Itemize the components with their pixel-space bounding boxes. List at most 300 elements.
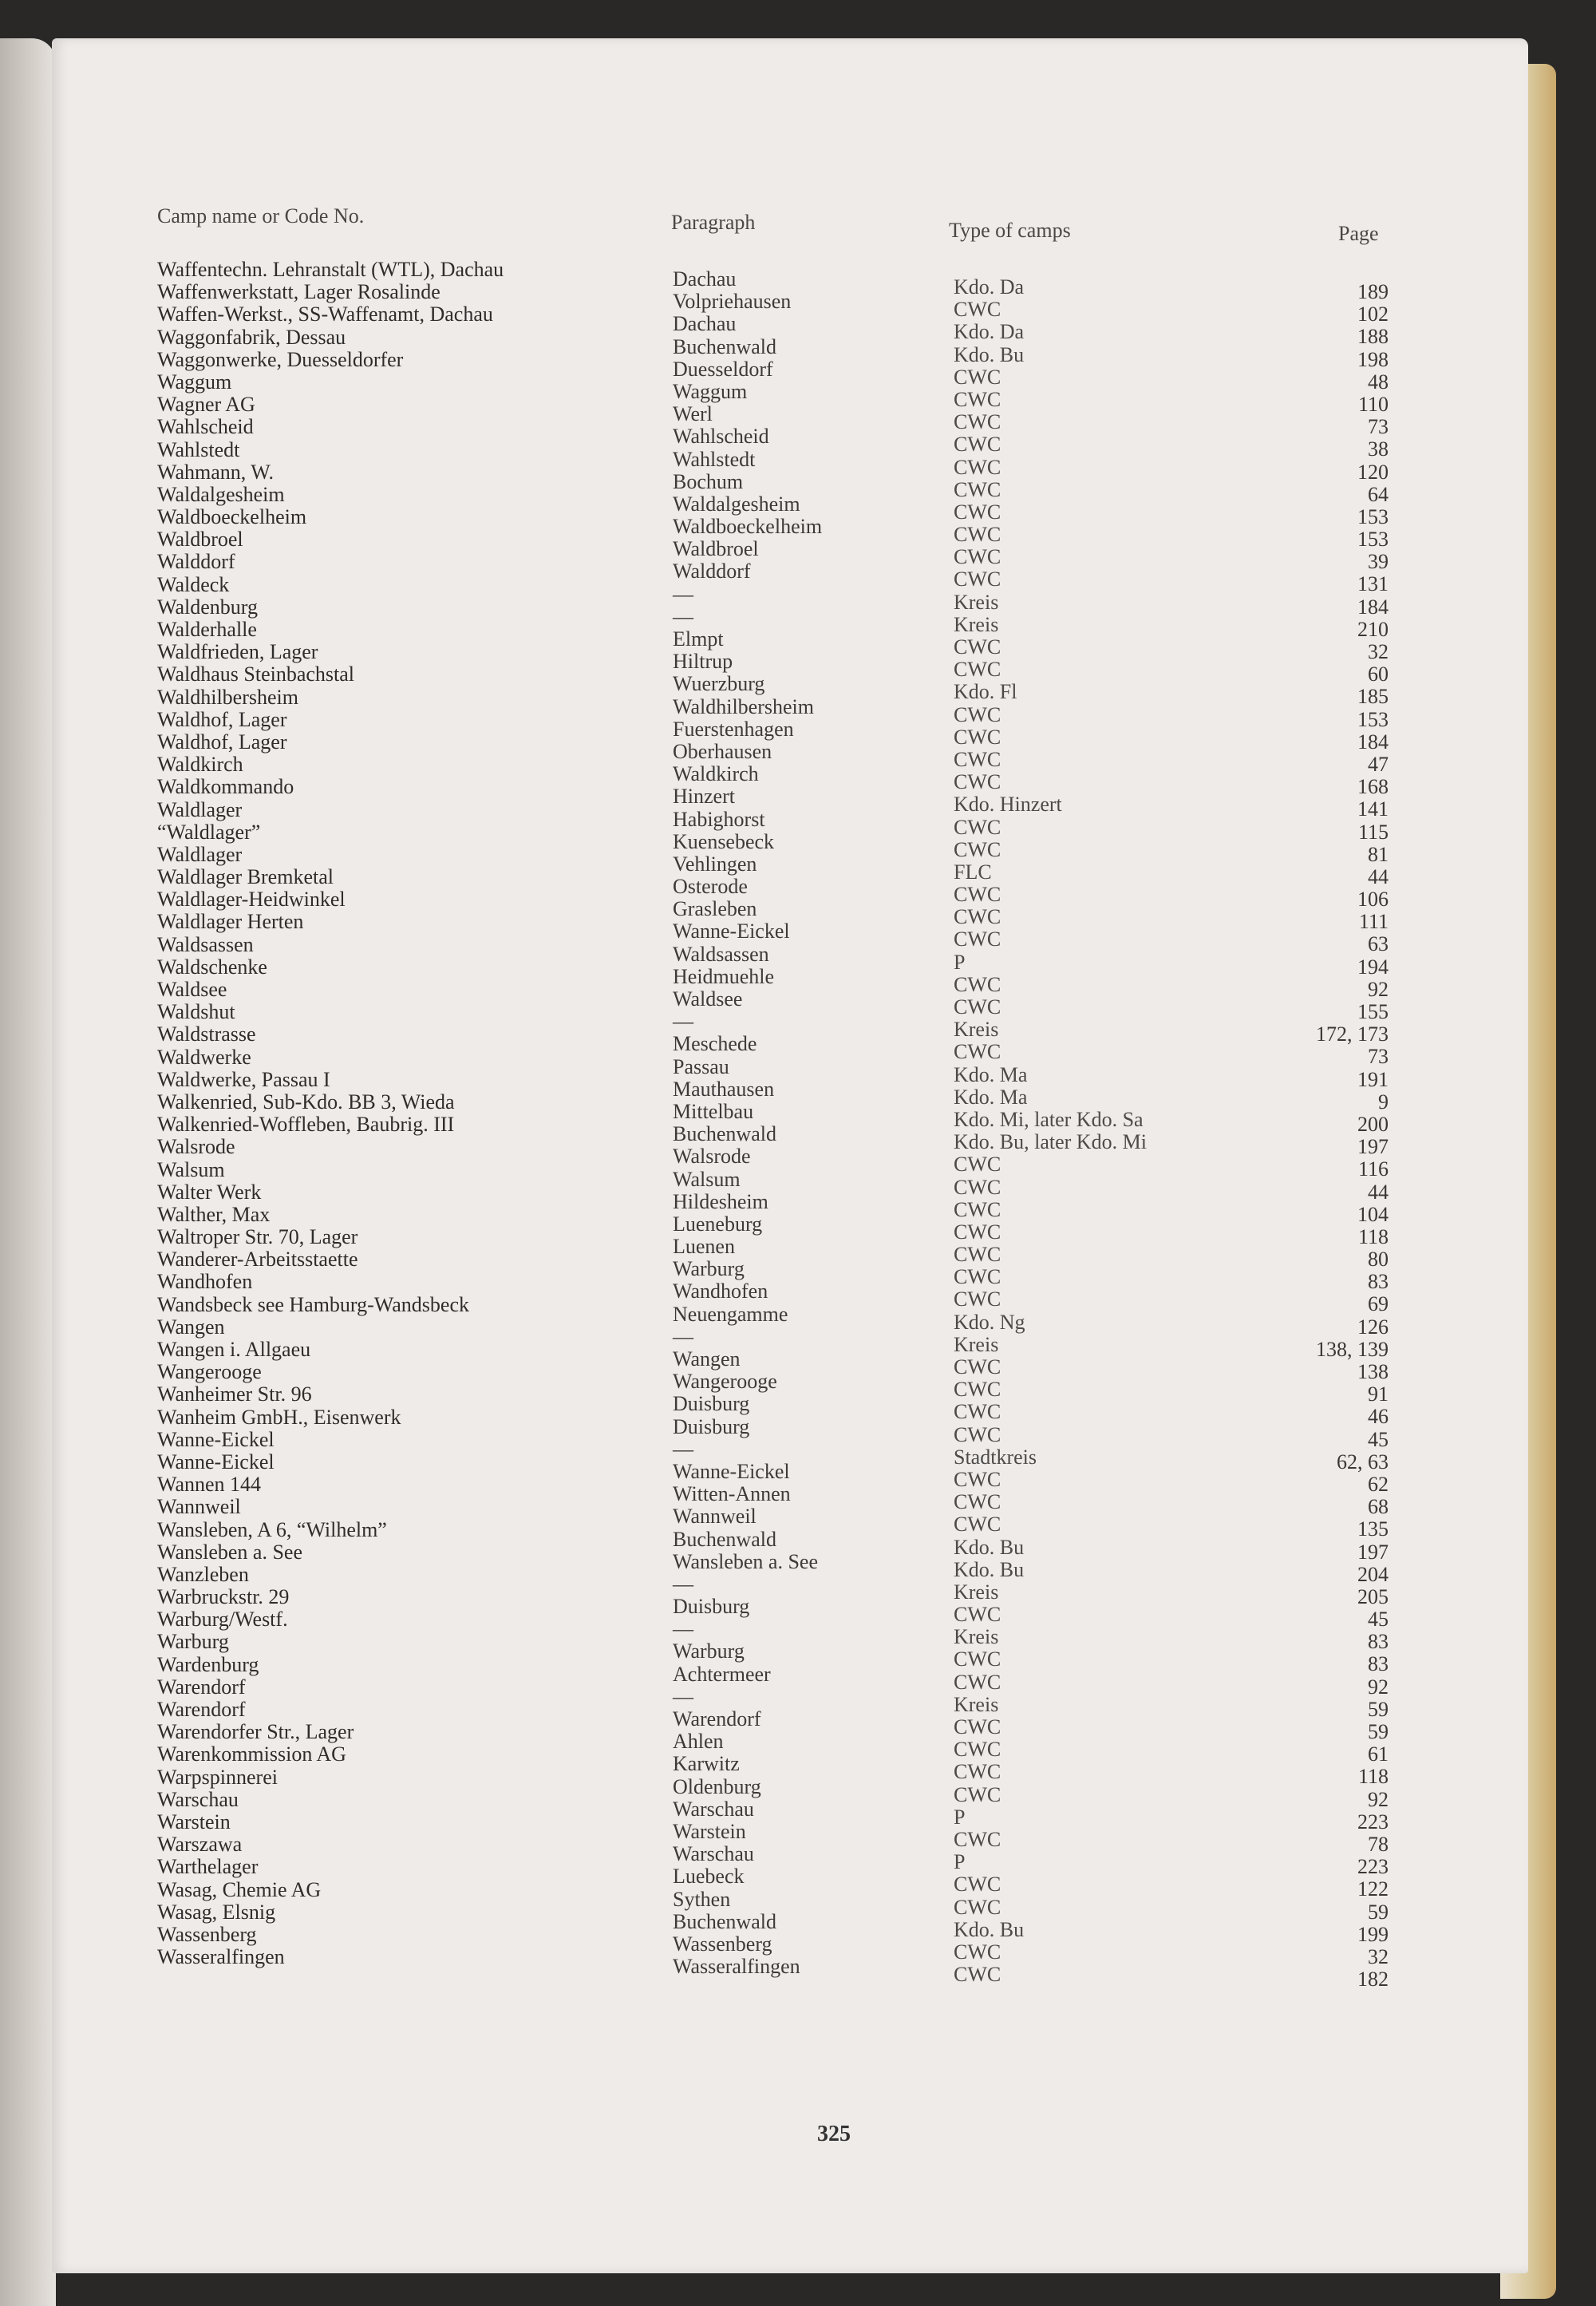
- type-cell: CWC: [954, 1197, 1001, 1221]
- type-cell: CWC: [954, 1513, 1001, 1537]
- type-cell: CWC: [954, 1782, 1001, 1806]
- camp-name-cell: Wangen: [157, 1315, 225, 1339]
- camp-name-cell: Waggonwerke, Duesseldorfer: [157, 347, 404, 371]
- camp-name-cell: Wanne-Eickel: [157, 1450, 275, 1473]
- page-cell: 92: [1368, 977, 1389, 1001]
- type-cell: P: [954, 1805, 966, 1829]
- camp-name-cell: Wahmann, W.: [157, 460, 274, 484]
- camp-name-cell: Walkenried, Sub-Kdo. BB 3, Wieda: [157, 1090, 455, 1113]
- camp-name-cell: Waldlager: [157, 797, 243, 821]
- paragraph-cell: Wangerooge: [673, 1370, 777, 1394]
- paragraph-cell: —: [673, 1617, 693, 1641]
- paragraph-cell: Wassenberg: [673, 1932, 772, 1956]
- type-cell: CWC: [954, 1738, 1001, 1762]
- paragraph-cell: —: [673, 1324, 693, 1348]
- paragraph-cell: —: [673, 1437, 693, 1461]
- camp-name-cell: Waldlager-Heidwinkel: [157, 888, 346, 912]
- type-cell: CWC: [954, 1715, 1001, 1738]
- paragraph-cell: Wanne-Eickel: [673, 1459, 790, 1483]
- page-cell: 194: [1357, 955, 1389, 979]
- column-camp-name: [157, 259, 668, 1968]
- page-cell: 92: [1368, 1787, 1389, 1811]
- paragraph-cell: Heidmuehle: [673, 964, 775, 988]
- camp-name-cell: Waldeck: [157, 572, 230, 596]
- page-cell: 188: [1357, 325, 1389, 349]
- page-cell: 110: [1357, 392, 1389, 416]
- paragraph-cell: Wahlscheid: [673, 425, 769, 449]
- page-cell: 45: [1368, 1608, 1389, 1632]
- type-cell: CWC: [954, 1040, 1001, 1064]
- camp-name-cell: Wansleben, A 6, “Wilhelm”: [157, 1517, 387, 1541]
- type-cell: CWC: [954, 1378, 1001, 1402]
- column-page: [1245, 281, 1389, 1991]
- type-cell: Kdo. Bu: [954, 1535, 1025, 1559]
- camp-name-cell: Walddorf: [157, 550, 235, 574]
- camp-name-cell: Wandsbeck see Hamburg-Wandsbeck: [157, 1292, 469, 1316]
- camp-name-cell: Wahlstedt: [157, 437, 240, 461]
- paragraph-cell: Wanne-Eickel: [673, 920, 790, 943]
- type-cell: CWC: [954, 477, 1001, 501]
- type-cell: Kdo. Bu, later Kdo. Mi: [954, 1130, 1147, 1154]
- paragraph-cell: —: [673, 604, 693, 628]
- page-cell: 63: [1368, 932, 1389, 956]
- paragraph-cell: Warschau: [673, 1842, 754, 1866]
- type-cell: CWC: [954, 298, 1001, 322]
- page-cell: 168: [1357, 775, 1389, 799]
- type-cell: Kreis: [954, 612, 999, 636]
- type-cell: Kdo. Bu: [954, 1557, 1025, 1581]
- camp-name-cell: Warthelager: [157, 1855, 259, 1879]
- paragraph-cell: Hiltrup: [673, 650, 733, 674]
- camp-name-cell: Warbruckstr. 29: [157, 1585, 290, 1609]
- page-cell: 45: [1368, 1427, 1389, 1451]
- paragraph-cell: Waggum: [673, 379, 748, 403]
- camp-name-cell: Wannweil: [157, 1495, 241, 1519]
- type-cell: CWC: [954, 500, 1001, 524]
- paragraph-cell: Wannweil: [673, 1505, 757, 1529]
- page-cell: 62, 63: [1337, 1450, 1389, 1473]
- type-cell: CWC: [954, 410, 1001, 434]
- type-cell: CWC: [954, 702, 1001, 726]
- type-cell: CWC: [954, 725, 1001, 749]
- page-cell: 69: [1368, 1292, 1389, 1316]
- paragraph-cell: Meschede: [673, 1032, 757, 1056]
- page-cell: 122: [1357, 1877, 1389, 1901]
- page-cell: 131: [1357, 572, 1389, 596]
- camp-name-cell: Waldlager Herten: [157, 910, 304, 934]
- page-cell: 141: [1357, 797, 1389, 821]
- camp-name-cell: Warburg/Westf.: [157, 1608, 288, 1632]
- paragraph-cell: Walsum: [673, 1167, 741, 1191]
- type-cell: CWC: [954, 1873, 1001, 1897]
- type-cell: CWC: [954, 545, 1001, 569]
- page-cell: 200: [1357, 1112, 1389, 1136]
- type-cell: Kdo. Hinzert: [954, 793, 1062, 817]
- paragraph-cell: Werl: [673, 402, 713, 426]
- camp-name-cell: Wagner AG: [157, 393, 255, 417]
- camp-name-cell: Wanheim GmbH., Eisenwerk: [157, 1405, 401, 1429]
- page-cell: 185: [1357, 685, 1389, 709]
- type-cell: CWC: [954, 928, 1001, 951]
- camp-name-cell: Waldbroel: [157, 528, 243, 552]
- type-cell: CWC: [954, 815, 1001, 839]
- type-cell: CWC: [954, 1467, 1001, 1491]
- type-cell: CWC: [954, 995, 1001, 1019]
- type-cell: CWC: [954, 1220, 1001, 1244]
- type-cell: CWC: [954, 1963, 1001, 1987]
- paragraph-cell: Waldsee: [673, 987, 743, 1011]
- page-cell: 39: [1368, 550, 1389, 574]
- camp-name-cell: Wannen 144: [157, 1473, 262, 1497]
- type-cell: Kreis: [954, 1625, 999, 1649]
- paragraph-cell: Sythen: [673, 1887, 731, 1911]
- page-cell: 153: [1357, 504, 1389, 528]
- paragraph-cell: Warstein: [673, 1819, 746, 1843]
- camp-name-cell: Wandhofen: [157, 1270, 253, 1294]
- camp-name-cell: Waldhof, Lager: [157, 730, 287, 754]
- paragraph-cell: Wangen: [673, 1347, 741, 1371]
- facing-page: [0, 38, 56, 2306]
- camp-name-cell: Waldsee: [157, 978, 227, 1001]
- type-cell: Kdo. Bu: [954, 1917, 1025, 1941]
- paragraph-cell: —: [673, 1572, 693, 1596]
- camp-name-cell: Waffentechn. Lehranstalt (WTL), Dachau: [157, 258, 504, 281]
- page-cell: 205: [1357, 1584, 1389, 1608]
- type-cell: CWC: [954, 1153, 1001, 1177]
- camp-name-cell: Waggonfabrik, Dessau: [157, 325, 346, 349]
- type-cell: CWC: [954, 455, 1001, 479]
- type-cell: CWC: [954, 747, 1001, 771]
- page-cell: 62: [1368, 1472, 1389, 1496]
- camp-name-cell: Waltroper Str. 70, Lager: [157, 1225, 358, 1249]
- paragraph-cell: Waldhilbersheim: [673, 694, 814, 718]
- camp-name-cell: Waldwerke, Passau I: [157, 1067, 330, 1091]
- type-cell: CWC: [954, 568, 1001, 591]
- page-cell: 104: [1357, 1202, 1389, 1226]
- type-cell: CWC: [954, 905, 1001, 929]
- page-cell: 223: [1357, 1810, 1389, 1833]
- page-cell: 44: [1368, 864, 1389, 888]
- page-cell: 120: [1357, 460, 1389, 484]
- page-cell: 83: [1368, 1630, 1389, 1654]
- paragraph-cell: Elmpt: [673, 627, 724, 651]
- page-cell: 81: [1368, 842, 1389, 866]
- type-cell: Stadtkreis: [954, 1445, 1037, 1469]
- camp-name-cell: Wangerooge: [157, 1360, 262, 1384]
- camp-name-cell: Walderhalle: [157, 618, 257, 641]
- type-cell: CWC: [954, 1243, 1001, 1267]
- camp-name-cell: Waffen-Werkst., SS-Waffenamt, Dachau: [157, 303, 493, 326]
- paragraph-cell: Wandhofen: [673, 1280, 768, 1303]
- paragraph-cell: Oldenburg: [673, 1774, 761, 1798]
- page-cell: 46: [1368, 1405, 1389, 1429]
- camp-name-cell: Walsum: [157, 1157, 225, 1181]
- page-cell: 78: [1368, 1832, 1389, 1856]
- column-paragraph: [673, 268, 936, 1978]
- page-cell: 38: [1368, 437, 1389, 461]
- paragraph-cell: —: [673, 1010, 693, 1034]
- paragraph-cell: Wansleben a. See: [673, 1549, 818, 1573]
- page-cell: 106: [1357, 888, 1389, 912]
- type-cell: CWC: [954, 1647, 1001, 1671]
- page-cell: 60: [1368, 663, 1389, 686]
- paragraph-cell: Waldbroel: [673, 537, 759, 561]
- camp-name-cell: Waldboeckelheim: [157, 505, 307, 529]
- paragraph-cell: Witten-Annen: [673, 1482, 791, 1506]
- paragraph-cell: Hildesheim: [673, 1189, 768, 1213]
- paragraph-cell: Habighorst: [673, 807, 765, 831]
- camp-name-cell: Wansleben a. See: [157, 1540, 302, 1564]
- paragraph-cell: Buchenwald: [673, 1122, 776, 1146]
- camp-name-cell: Wanzleben: [157, 1562, 249, 1586]
- page-cell: 115: [1357, 820, 1389, 844]
- page-cell: 118: [1357, 1224, 1389, 1248]
- camp-name-cell: Wangen i. Allgaeu: [157, 1338, 311, 1361]
- camp-name-cell: Wanne-Eickel: [157, 1427, 275, 1451]
- page-cell: 59: [1368, 1720, 1389, 1743]
- paragraph-cell: Waldsassen: [673, 942, 769, 966]
- camp-name-cell: Waldsassen: [157, 932, 254, 956]
- type-cell: CWC: [954, 1287, 1001, 1311]
- paragraph-cell: Volpriehausen: [673, 290, 792, 314]
- paragraph-cell: Buchenwald: [673, 334, 776, 358]
- paragraph-cell: Passau: [673, 1054, 729, 1078]
- page-cell: 153: [1357, 707, 1389, 731]
- camp-name-cell: “Waldlager”: [157, 820, 261, 844]
- page-cell: 198: [1357, 347, 1389, 371]
- camp-name-cell: Warendorf: [157, 1698, 246, 1721]
- page-cell: 91: [1368, 1382, 1389, 1406]
- page-cell: 172, 173: [1316, 1022, 1389, 1046]
- page-cell: 73: [1368, 1045, 1389, 1069]
- page-cell: 44: [1368, 1180, 1389, 1204]
- page-cell: 138, 139: [1316, 1337, 1389, 1361]
- type-cell: Kdo. Mi, later Kdo. Sa: [954, 1107, 1144, 1131]
- paragraph-cell: Duisburg: [673, 1392, 750, 1416]
- camp-name-cell: Waldfrieden, Lager: [157, 640, 318, 664]
- type-cell: CWC: [954, 1760, 1001, 1784]
- type-cell: Kreis: [954, 1332, 999, 1356]
- camp-name-cell: Wasseralfingen: [157, 1945, 285, 1969]
- camp-name-cell: Warschau: [157, 1787, 239, 1811]
- type-cell: CWC: [954, 1895, 1001, 1919]
- page-cell: 32: [1368, 640, 1389, 663]
- paragraph-cell: Dachau: [673, 312, 737, 336]
- page-cell: 155: [1357, 1000, 1389, 1023]
- paragraph-cell: Oberhausen: [673, 739, 772, 763]
- type-cell: Kdo. Ng: [954, 1310, 1025, 1334]
- camp-name-cell: Warburg: [157, 1630, 229, 1654]
- paragraph-cell: Buchenwald: [673, 1527, 776, 1551]
- camp-name-cell: Wahlscheid: [157, 415, 254, 439]
- page-cell: 111: [1358, 910, 1389, 934]
- camp-name-cell: Waldlager: [157, 842, 243, 866]
- type-cell: CWC: [954, 1603, 1001, 1627]
- camp-name-cell: Waldschenke: [157, 955, 267, 979]
- paragraph-cell: Karwitz: [673, 1752, 740, 1776]
- paragraph-cell: Osterode: [673, 875, 748, 899]
- paragraph-cell: Waldkirch: [673, 762, 759, 786]
- type-cell: Kdo. Ma: [954, 1062, 1028, 1086]
- camp-name-cell: Waldalgesheim: [157, 482, 285, 506]
- header-name: Camp name or Code No.: [157, 204, 365, 227]
- type-cell: CWC: [954, 1400, 1001, 1424]
- paragraph-cell: Mittelbau: [673, 1099, 754, 1123]
- camp-name-cell: Wasag, Chemie AG: [157, 1877, 322, 1901]
- paragraph-cell: Mauthausen: [673, 1077, 775, 1101]
- type-cell: CWC: [954, 433, 1001, 457]
- type-cell: Kdo. Ma: [954, 1085, 1028, 1109]
- paragraph-cell: Hinzert: [673, 785, 735, 809]
- paragraph-cell: Luenen: [673, 1235, 735, 1259]
- type-cell: Kreis: [954, 1692, 999, 1716]
- paragraph-cell: —: [673, 1684, 693, 1708]
- page-cell: 184: [1357, 595, 1389, 619]
- camp-name-cell: Wanderer-Arbeitsstaette: [157, 1248, 358, 1272]
- page-cell: 116: [1357, 1157, 1389, 1181]
- paragraph-cell: Warendorf: [673, 1707, 761, 1730]
- page-cell: 68: [1368, 1495, 1389, 1519]
- paragraph-cell: Lueneburg: [673, 1212, 763, 1236]
- type-cell: CWC: [954, 1422, 1001, 1446]
- type-cell: CWC: [954, 1827, 1001, 1851]
- camp-name-cell: Waldwerke: [157, 1045, 251, 1069]
- camp-name-cell: Walkenried-Woffleben, Baubrig. III: [157, 1113, 455, 1137]
- paragraph-cell: Duisburg: [673, 1595, 750, 1619]
- camp-name-cell: Walter Werk: [157, 1180, 262, 1204]
- type-cell: CWC: [954, 1265, 1001, 1289]
- paragraph-cell: —: [673, 582, 693, 606]
- page-cell: 64: [1368, 482, 1389, 506]
- paragraph-cell: Achtermeer: [673, 1662, 771, 1686]
- header-page: Page: [1338, 222, 1379, 245]
- type-cell: Kreis: [954, 590, 999, 614]
- page-cell: 61: [1368, 1742, 1389, 1766]
- header-type: Type of camps: [949, 219, 1071, 242]
- type-cell: CWC: [954, 770, 1001, 794]
- paragraph-cell: Neuengamme: [673, 1302, 788, 1326]
- page-cell: 153: [1357, 528, 1389, 552]
- paragraph-cell: Walsrode: [673, 1145, 751, 1169]
- camp-name-cell: Warendorfer Str., Lager: [157, 1720, 354, 1744]
- page-cell: 59: [1368, 1900, 1389, 1924]
- type-cell: FLC: [954, 860, 992, 884]
- page-cell: 118: [1357, 1765, 1389, 1789]
- camp-name-cell: Walther, Max: [157, 1202, 271, 1226]
- page-cell: 182: [1357, 1968, 1389, 1992]
- paragraph-cell: Wuerzburg: [673, 672, 765, 696]
- column-type: [954, 276, 1217, 1986]
- paragraph-cell: Grasleben: [673, 897, 757, 921]
- type-cell: Kdo. Da: [954, 320, 1025, 344]
- paragraph-cell: Walddorf: [673, 560, 751, 583]
- type-cell: CWC: [954, 635, 1001, 659]
- camp-name-cell: Waldenburg: [157, 595, 258, 619]
- type-cell: Kdo. Fl: [954, 680, 1017, 704]
- type-cell: CWC: [954, 1670, 1001, 1694]
- type-cell: Kdo. Da: [954, 275, 1025, 299]
- page-cell: 135: [1357, 1517, 1389, 1541]
- page-cell: 197: [1357, 1540, 1389, 1564]
- camp-name-cell: Waldkommando: [157, 775, 294, 799]
- page-cell: 80: [1368, 1248, 1389, 1272]
- paragraph-cell: Warschau: [673, 1797, 754, 1821]
- paragraph-cell: Dachau: [673, 267, 737, 291]
- page-cell: 83: [1368, 1652, 1389, 1676]
- type-cell: CWC: [954, 1490, 1001, 1514]
- camp-name-cell: Walsrode: [157, 1135, 235, 1159]
- type-cell: CWC: [954, 387, 1001, 411]
- type-cell: CWC: [954, 837, 1001, 861]
- camp-name-cell: Waldhaus Steinbachstal: [157, 663, 355, 686]
- page-cell: 138: [1357, 1360, 1389, 1383]
- paragraph-cell: Buchenwald: [673, 1909, 776, 1933]
- type-cell: CWC: [954, 365, 1001, 389]
- paragraph-cell: Waldboeckelheim: [673, 515, 823, 539]
- type-cell: CWC: [954, 523, 1001, 547]
- page-cell: 210: [1357, 617, 1389, 641]
- type-cell: CWC: [954, 883, 1001, 907]
- type-cell: Kreis: [954, 1018, 999, 1042]
- camp-name-cell: Wasag, Elsnig: [157, 1900, 276, 1924]
- paragraph-cell: Duisburg: [673, 1414, 750, 1438]
- camp-name-cell: Waffenwerkstatt, Lager Rosalinde: [157, 280, 440, 304]
- page-cell: 83: [1368, 1270, 1389, 1294]
- camp-name-cell: Waldhof, Lager: [157, 707, 287, 731]
- page-cell: 191: [1357, 1067, 1389, 1091]
- page-cell: 223: [1357, 1855, 1389, 1879]
- page-cell: 126: [1357, 1315, 1389, 1339]
- paragraph-cell: Ahlen: [673, 1730, 724, 1754]
- camp-name-cell: Waldhilbersheim: [157, 685, 298, 709]
- camp-name-cell: Warstein: [157, 1810, 231, 1833]
- camp-name-cell: Waggum: [157, 370, 232, 394]
- paragraph-cell: Bochum: [673, 469, 744, 493]
- type-cell: P: [954, 1850, 966, 1874]
- type-cell: CWC: [954, 1355, 1001, 1378]
- page-cell: 48: [1368, 370, 1389, 394]
- page-cell: 197: [1357, 1135, 1389, 1159]
- page-cell: 102: [1357, 303, 1389, 326]
- type-cell: CWC: [954, 972, 1001, 996]
- page-cell: 47: [1368, 752, 1389, 776]
- paragraph-cell: Wahlstedt: [673, 447, 756, 471]
- page-cell: 189: [1357, 280, 1389, 303]
- type-cell: P: [954, 950, 966, 974]
- camp-name-cell: Warenkommission AG: [157, 1742, 346, 1766]
- type-cell: CWC: [954, 1940, 1001, 1964]
- paragraph-cell: Warburg: [673, 1640, 745, 1663]
- paragraph-cell: Luebeck: [673, 1865, 745, 1889]
- camp-name-cell: Warendorf: [157, 1675, 246, 1699]
- paragraph-cell: Waldalgesheim: [673, 492, 800, 516]
- type-cell: Kdo. Bu: [954, 342, 1025, 366]
- page-cell: 92: [1368, 1675, 1389, 1699]
- camp-name-cell: Waldlager Bremketal: [157, 865, 334, 889]
- page-cell: 32: [1368, 1944, 1389, 1968]
- camp-name-cell: Wardenburg: [157, 1652, 259, 1676]
- camp-name-cell: Waldshut: [157, 1000, 235, 1024]
- paragraph-cell: Vehlingen: [673, 852, 757, 876]
- type-cell: Kreis: [954, 1580, 999, 1604]
- type-cell: CWC: [954, 1175, 1001, 1199]
- camp-name-cell: Warszawa: [157, 1833, 243, 1857]
- page-number: 325: [817, 2122, 851, 2146]
- page-cell: 59: [1368, 1697, 1389, 1721]
- paragraph-cell: Kuensebeck: [673, 829, 775, 853]
- camp-name-cell: Waldstrasse: [157, 1022, 256, 1046]
- page-cell: 199: [1357, 1922, 1389, 1946]
